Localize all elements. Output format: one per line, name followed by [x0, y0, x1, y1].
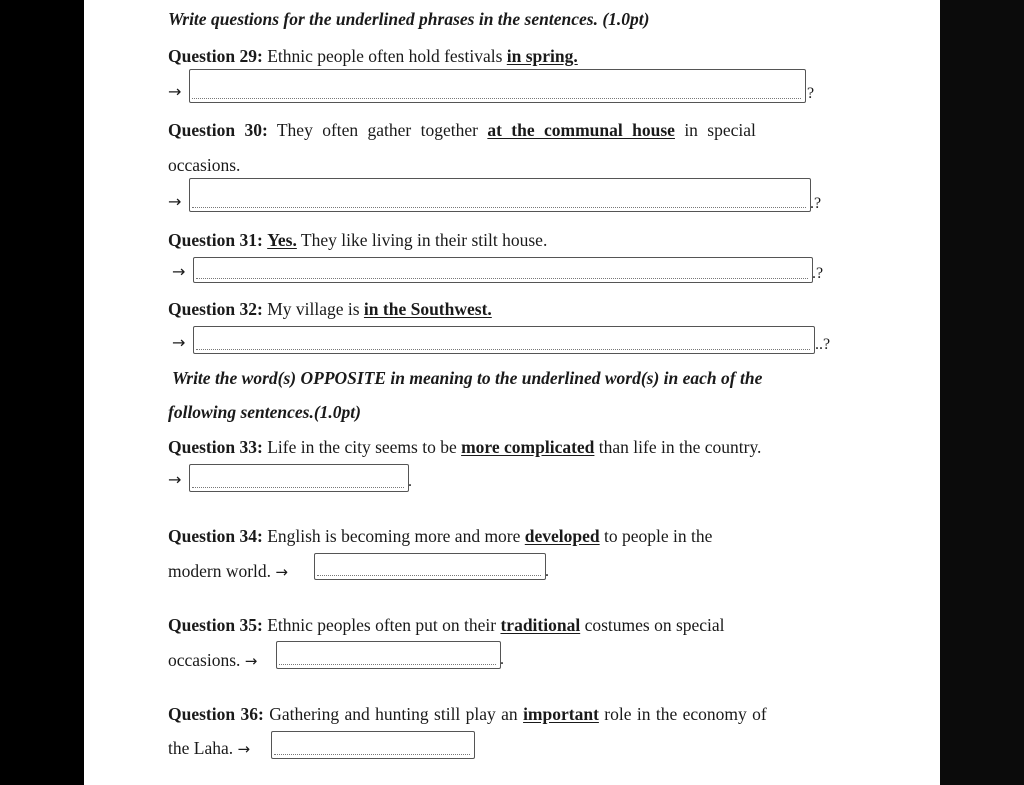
question-36-line-2 [168, 737, 250, 760]
question-30 [168, 119, 756, 141]
underlined-phrase: at the communal house [487, 120, 675, 140]
underlined-phrase: important [523, 704, 599, 724]
answer-end-30: .? [810, 195, 822, 212]
arrow-icon: → [168, 470, 182, 489]
underlined-phrase: developed [524, 526, 600, 546]
answer-end-29: ? [807, 85, 815, 102]
question-36 [168, 703, 767, 725]
answer-end-35: . [500, 651, 504, 668]
question-text-after: in special [674, 120, 756, 140]
underlined-phrase: in spring. [506, 46, 578, 66]
section-2-heading-line-2: following sentences.(1.0pt) [168, 402, 361, 422]
question-31 [168, 229, 547, 251]
arrow-icon: → [168, 192, 182, 211]
question-34 [168, 525, 712, 547]
question-text: occasions. [168, 650, 245, 670]
answer-input-31[interactable] [193, 257, 813, 283]
question-35-line-2 [168, 649, 257, 672]
answer-input-36[interactable] [271, 731, 475, 759]
question-label: Question 34: [168, 526, 263, 546]
section-2-heading-line-1: Write the word(s) OPPOSITE in meaning to the underlined word(s) in each of the [172, 368, 763, 388]
question-text: Ethnic peoples often put on their [262, 615, 501, 635]
underlined-phrase: Yes. [267, 230, 297, 250]
question-30-line-2: occasions. [168, 155, 241, 175]
question-text: Life in the city seems to be [262, 437, 462, 457]
right-margin-bar [940, 0, 1024, 785]
answer-input-32[interactable] [193, 326, 815, 354]
question-33 [168, 436, 761, 458]
question-32 [168, 298, 492, 320]
answer-end-32: ..? [815, 336, 831, 353]
question-text-after: to people in the [599, 526, 713, 546]
question-text-after: role in the economy of [598, 704, 767, 724]
question-label: Question 32: [168, 299, 263, 319]
answer-end-34: . [545, 563, 549, 580]
answer-input-33[interactable] [189, 464, 409, 492]
question-text: the Laha. [168, 738, 238, 758]
question-text-after: than life in the country. [594, 437, 762, 457]
answer-input-35[interactable] [276, 641, 501, 669]
arrow-icon: → [275, 563, 288, 581]
underlined-phrase: more complicated [461, 437, 595, 457]
answer-input-30[interactable] [189, 178, 811, 212]
question-text: modern world. [168, 561, 276, 581]
answer-end-31: .? [812, 265, 824, 282]
question-label: Question 29: [168, 46, 263, 66]
question-label: Question 36: [168, 704, 264, 724]
question-text: Ethnic people often hold festivals [262, 46, 507, 66]
question-text-after: costumes on special [580, 615, 725, 635]
question-label: Question 33: [168, 437, 263, 457]
underlined-phrase: in the Southwest. [363, 299, 492, 319]
answer-input-34[interactable] [314, 553, 546, 580]
answer-input-29[interactable] [189, 69, 806, 103]
arrow-icon: → [237, 740, 251, 758]
arrow-icon: → [168, 82, 182, 101]
arrow-icon: → [172, 333, 186, 352]
question-text-after: They like living in their stilt house. [296, 230, 548, 250]
question-text: English is becoming more and more [262, 526, 525, 546]
question-label: Question 35: [168, 615, 263, 635]
answer-end-33: . [408, 473, 412, 490]
underlined-phrase: traditional [500, 615, 581, 635]
question-label: Question 31: [168, 230, 263, 250]
question-29 [168, 45, 578, 67]
question-label: Question 30: [168, 120, 268, 140]
question-text: They often gather together [267, 120, 488, 140]
section-1-heading: Write questions for the underlined phrases in the sentences. (1.0pt) [168, 9, 650, 29]
arrow-icon: → [172, 262, 186, 281]
question-35 [168, 614, 725, 636]
arrow-icon: → [244, 652, 258, 670]
question-34-line-2 [168, 560, 288, 583]
question-text: Gathering and hunting still play an [263, 704, 524, 724]
question-text: My village is [262, 299, 364, 319]
